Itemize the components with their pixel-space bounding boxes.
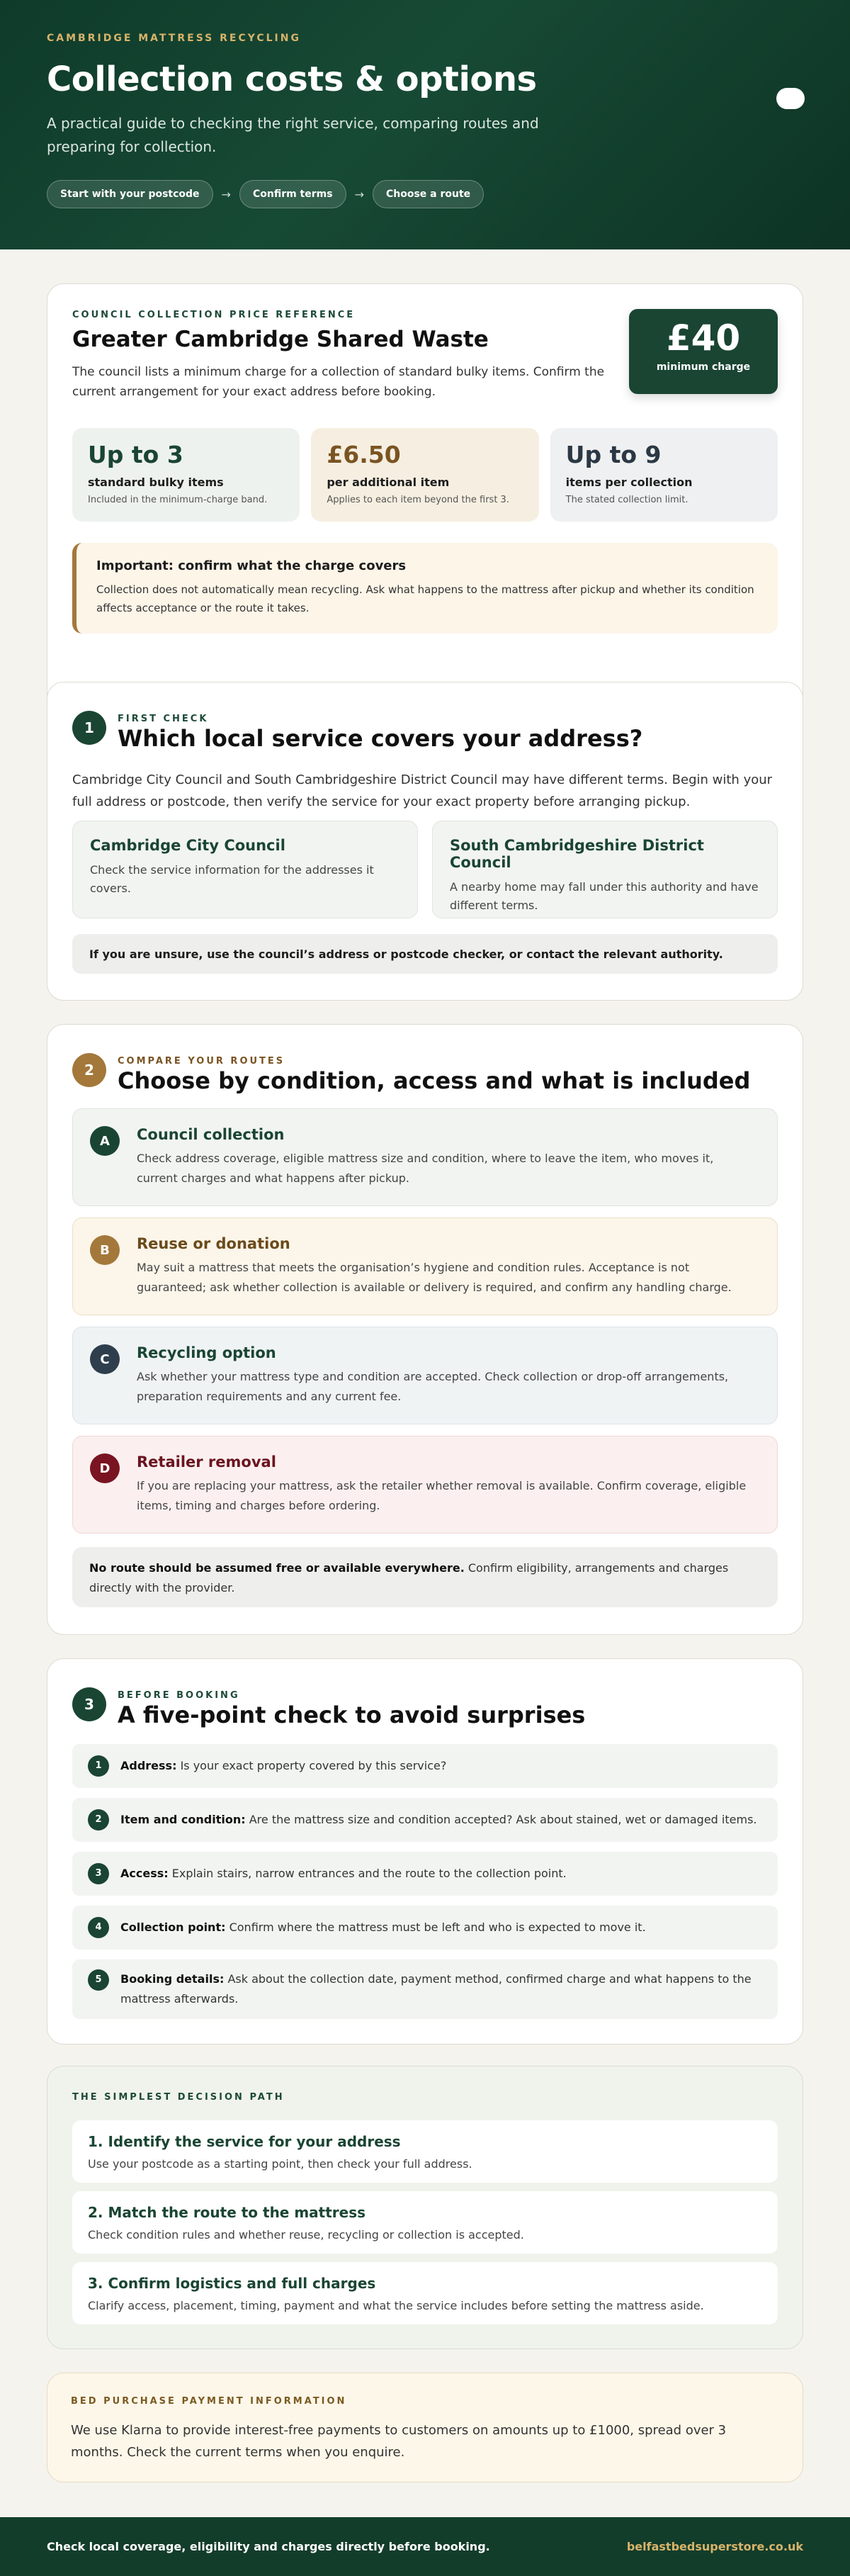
decision-step bbox=[72, 2191, 778, 2254]
stat-value: Up to 9 bbox=[565, 441, 662, 468]
minimum-charge-badge bbox=[629, 309, 778, 394]
stat-value: £6.50 bbox=[327, 441, 401, 468]
footer-note: Check local coverage, eligibility and charges directly before booking. bbox=[47, 2540, 490, 2553]
chip-choose-route[interactable]: Choose a route bbox=[373, 180, 484, 208]
authority-desc: Check the service information for the addresses it covers. bbox=[90, 863, 374, 895]
check-item bbox=[72, 1959, 778, 2019]
route-desc: May suit a mattress that meets the organisation’s hygiene and condition rules. Acceptance is not guaranteed; ask whether collection is available or delivery is required, and confirm any handling charge. bbox=[137, 1261, 732, 1294]
check-number: 4 bbox=[88, 1917, 109, 1938]
toggle-pill[interactable] bbox=[776, 88, 805, 109]
step-number-badge: 1 bbox=[72, 711, 106, 745]
minimum-charge-label: minimum charge bbox=[656, 361, 751, 373]
payment-info-card bbox=[47, 2373, 803, 2482]
payment-eyebrow: BED PURCHASE PAYMENT INFORMATION bbox=[71, 2396, 347, 2407]
route-badge: D bbox=[90, 1453, 120, 1483]
route-badge: B bbox=[90, 1235, 120, 1265]
routes-warning bbox=[72, 1547, 778, 1607]
routes-card bbox=[47, 1024, 803, 1635]
route-council-collection bbox=[72, 1108, 778, 1206]
warning-bold: No route should be assumed free or available everywhere. bbox=[89, 1561, 465, 1575]
route-retailer-removal bbox=[72, 1436, 778, 1534]
stat-label: items per collection bbox=[565, 476, 693, 489]
important-note-body: Collection does not automatically mean recycling. Ask what happens to the mattress after pickup and whether its condition affects acceptance or the route it takes. bbox=[96, 583, 754, 614]
decision-step bbox=[72, 2120, 778, 2183]
payment-body: We use Klarna to provide interest-free payments to customers on amounts up to £1000, spread over 3 months. Check the current terms when you enquire. bbox=[71, 2423, 727, 2460]
authority-cambridge-city bbox=[72, 821, 418, 918]
chip-confirm-terms[interactable]: Confirm terms bbox=[239, 180, 346, 208]
price-card-title: Greater Cambridge Shared Waste bbox=[72, 327, 489, 352]
check-label: Booking details: bbox=[120, 1972, 225, 1986]
route-desc: If you are replacing your mattress, ask the retailer whether removal is available. Confirm coverage, eligible items, timing and charges before ordering. bbox=[137, 1479, 747, 1512]
stat-label: standard bulky items bbox=[88, 476, 224, 489]
route-recycling bbox=[72, 1327, 778, 1424]
first-check-eyebrow: FIRST CHECK bbox=[118, 714, 209, 724]
footer bbox=[0, 2517, 850, 2576]
authority-desc: A nearby home may fall under this authority and have different terms. bbox=[450, 880, 759, 912]
decision-path-card bbox=[47, 2066, 803, 2349]
decision-step-title: 3. Confirm logistics and full charges bbox=[88, 2275, 376, 2292]
decision-step-title: 1. Identify the service for your address bbox=[88, 2133, 401, 2150]
decision-step-desc: Check condition rules and whether reuse, recycling or collection is accepted. bbox=[88, 2228, 524, 2242]
chip-start-with-postcode[interactable]: Start with your postcode bbox=[47, 180, 213, 208]
route-title: Recycling option bbox=[137, 1344, 276, 1361]
hero-banner bbox=[0, 0, 850, 249]
routes-title: Choose by condition, access and what is included bbox=[118, 1067, 751, 1094]
route-badge: C bbox=[90, 1344, 120, 1374]
decision-step-desc: Clarify access, placement, timing, payment and what the service includes before setting the mattress aside. bbox=[88, 2299, 704, 2312]
check-text: Is your exact property covered by this service? bbox=[176, 1759, 447, 1772]
footer-site-link[interactable]: belfastbedsuperstore.co.uk bbox=[626, 2540, 803, 2553]
before-booking-card bbox=[47, 1658, 803, 2045]
authorities bbox=[72, 821, 778, 918]
route-desc: Ask whether your mattress type and condition are accepted. Check collection or drop-off arrangements, preparation requirements and any current fee. bbox=[137, 1370, 729, 1403]
first-check-card bbox=[47, 682, 803, 1001]
first-check-title: Which local service covers your address? bbox=[118, 725, 643, 752]
page-title: Collection costs & options bbox=[47, 60, 537, 99]
stat-desc: Included in the minimum-charge band. bbox=[88, 495, 268, 505]
check-number: 1 bbox=[88, 1755, 109, 1777]
hero-eyebrow: CAMBRIDGE MATTRESS RECYCLING bbox=[47, 33, 301, 44]
routes-eyebrow: COMPARE YOUR ROUTES bbox=[118, 1056, 285, 1067]
minimum-charge-value: £40 bbox=[666, 317, 741, 359]
price-stats bbox=[72, 428, 778, 522]
important-note-title: Important: confirm what the charge covers bbox=[96, 558, 407, 573]
unsure-tip: If you are unsure, use the council’s address or postcode checker, or contact the relevant authority. bbox=[72, 934, 778, 974]
stat-items-per-collection bbox=[550, 428, 778, 522]
decision-path-eyebrow: THE SIMPLEST DECISION PATH bbox=[72, 2092, 285, 2103]
check-number: 5 bbox=[88, 1969, 109, 1991]
stat-value: Up to 3 bbox=[88, 441, 183, 468]
stat-standard-items bbox=[72, 428, 300, 522]
check-item bbox=[72, 1744, 778, 1788]
check-text: Confirm where the mattress must be left and who is expected to move it. bbox=[225, 1920, 646, 1934]
decision-step-title: 2. Match the route to the mattress bbox=[88, 2204, 366, 2221]
arrow-right-icon: → bbox=[221, 187, 231, 201]
important-note bbox=[72, 543, 778, 634]
route-title: Reuse or donation bbox=[137, 1235, 290, 1252]
before-booking-title: A five-point check to avoid surprises bbox=[118, 1702, 586, 1728]
check-number: 2 bbox=[88, 1809, 109, 1830]
stat-label: per additional item bbox=[327, 476, 450, 489]
check-label: Collection point: bbox=[120, 1920, 226, 1934]
authority-title: South Cambridgeshire District Council bbox=[450, 837, 704, 871]
check-label: Access: bbox=[120, 1867, 169, 1880]
arrow-right-icon: → bbox=[354, 187, 364, 201]
stat-desc: Applies to each item beyond the first 3. bbox=[327, 495, 509, 505]
route-desc: Check address coverage, eligible mattress size and condition, where to leave the item, who moves it, current charges and what happens after pickup. bbox=[137, 1152, 714, 1185]
check-item bbox=[72, 1852, 778, 1896]
route-title: Retailer removal bbox=[137, 1453, 276, 1470]
check-label: Item and condition: bbox=[120, 1813, 246, 1826]
authority-title: Cambridge City Council bbox=[90, 837, 285, 854]
stat-desc: The stated collection limit. bbox=[565, 495, 688, 505]
check-label: Address: bbox=[120, 1759, 177, 1772]
check-text: Ask about the collection date, payment method, confirmed charge and what happens to the mattress afterwards. bbox=[120, 1972, 752, 2006]
decision-step bbox=[72, 2262, 778, 2324]
route-title: Council collection bbox=[137, 1126, 285, 1143]
stat-additional-item bbox=[311, 428, 538, 522]
check-text: Explain stairs, narrow entrances and the route to the collection point. bbox=[168, 1867, 567, 1880]
check-text: Are the mattress size and condition accepted? Ask about stained, wet or damaged items. bbox=[245, 1813, 757, 1826]
decision-step-desc: Use your postcode as a starting point, then check your full address. bbox=[88, 2157, 472, 2171]
price-eyebrow: COUNCIL COLLECTION PRICE REFERENCE bbox=[72, 310, 356, 320]
step-number-badge: 3 bbox=[72, 1687, 106, 1721]
warning-rest: Confirm eligibility, arrangements and charges directly with the provider. bbox=[89, 1561, 729, 1594]
route-badge: A bbox=[90, 1126, 120, 1156]
hero-subtitle: A practical guide to checking the right service, comparing routes and preparing for collection. bbox=[47, 115, 539, 155]
authority-south-cambs bbox=[432, 821, 778, 918]
price-card-lead: The council lists a minimum charge for a collection of standard bulky items. Confirm the current arrangement for your exact address before booking. bbox=[72, 365, 605, 399]
step-number-badge: 2 bbox=[72, 1053, 106, 1087]
first-check-lead: Cambridge City Council and South Cambridgeshire District Council may have different terms. Begin with your full address or postcode, then verify the service for your exact property before arranging pickup. bbox=[72, 772, 773, 809]
hero-step-chips bbox=[47, 180, 803, 208]
check-item bbox=[72, 1906, 778, 1950]
route-reuse-donation bbox=[72, 1217, 778, 1315]
check-item bbox=[72, 1798, 778, 1842]
check-number: 3 bbox=[88, 1863, 109, 1884]
before-booking-eyebrow: BEFORE BOOKING bbox=[118, 1690, 240, 1701]
